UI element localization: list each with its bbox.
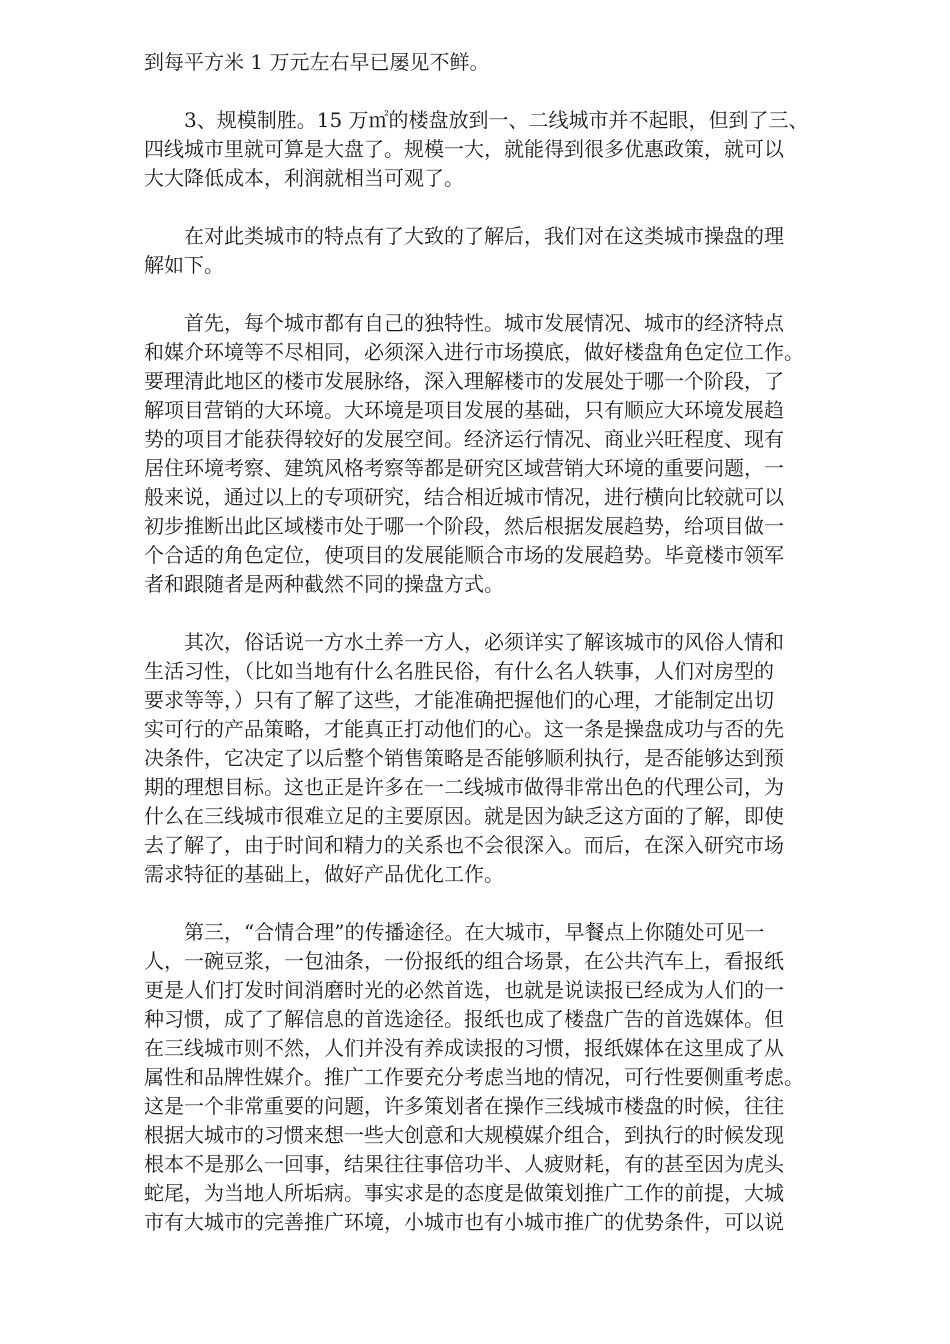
text-line: 第三，“合情合理”的传播途径。在大城市，早餐点上你随处可见一	[144, 920, 765, 944]
text-line: 要求等等，）只有了解了这些，才能准确把握他们的心理，才能制定出切	[144, 688, 774, 712]
text-line: 市有大城市的完善推广环境，小城市也有小城市推广的优势条件，可以说	[144, 1210, 784, 1234]
text-line: 更是人们打发时间消磨时光的必然首选，也就是说读报已经成为人们的一	[144, 978, 784, 1002]
text-line: 解如下。	[144, 253, 224, 277]
text-line: 势的项目才能获得较好的发展空间。经济运行情况、商业兴旺程度、现有	[144, 427, 784, 451]
text-line: 在三线城市则不然，人们并没有养成读报的习惯，报纸媒体在这里成了从	[144, 1036, 784, 1060]
text-line: 需求特征的基础上，做好产品优化工作。	[144, 862, 504, 886]
text-line: 人，一碗豆浆，一包油条，一份报纸的组合场景，在公共汽车上，看报纸	[144, 949, 784, 973]
text-line: 居住环境考察、建筑风格考察等都是研究区域营销大环境的重要问题，一	[144, 456, 784, 480]
paragraph-3	[144, 222, 864, 280]
text-line: 根据大城市的习惯来想一些大创意和大规模媒介组合，到执行的时候发现	[144, 1123, 784, 1147]
paragraph-6	[144, 918, 864, 1237]
text-line: 者和跟随者是两种截然不同的操盘方式。	[144, 572, 504, 596]
text-line: 四线城市里就可算是大盘了。规模一大，就能得到很多优惠政策，就可以	[144, 137, 784, 161]
text-line: 个合适的角色定位，使项目的发展能顺合市场的发展趋势。毕竟楼市领军	[144, 543, 784, 567]
text-line: 期的理想目标。这也正是许多在一二线城市做得非常出色的代理公司，为	[144, 775, 784, 799]
text-line: 生活习性，（比如当地有什么名胜民俗，有什么名人轶事，人们对房型的	[144, 659, 774, 683]
text-line: 蛇尾，为当地人所垢病。事实求是的态度是做策划推广工作的前提，大城	[144, 1181, 784, 1205]
text-line: 根本不是那么一回事，结果往往事倍功半、人疲财耗，有的甚至因为虎头	[144, 1152, 784, 1176]
text-line: 在对此类城市的特点有了大致的了解后，我们对在这类城市操盘的理	[144, 224, 784, 248]
text-line: 属性和品牌性媒介。推广工作要充分考虑当地的情况，可行性要侧重考虑。	[144, 1065, 804, 1089]
text-line: 解项目营销的大环境。大环境是项目发展的基础，只有顺应大环境发展趋	[144, 398, 784, 422]
text-line: 什么在三线城市很难立足的主要原因。就是因为缺乏这方面的了解，即使	[144, 804, 784, 828]
paragraph-1	[144, 48, 864, 77]
text-line: 要理清此地区的楼市发展脉络，深入理解楼市的发展处于哪一个阶段，了	[144, 369, 784, 393]
text-line: 实可行的产品策略，才能真正打动他们的心。这一条是操盘成功与否的先	[144, 717, 784, 741]
text-line: 种习惯，成了了解信息的首选途径。报纸也成了楼盘广告的首选媒体。但	[144, 1007, 784, 1031]
text-line: 3、规模制胜。15 万㎡的楼盘放到一、二线城市并不起眼，但到了三、	[144, 108, 809, 132]
text-line: 去了解了，由于时间和精力的关系也不会很深入。而后，在深入研究市场	[144, 833, 784, 857]
paragraph-5	[144, 628, 864, 889]
text-line: 其次，俗话说一方水土养一方人，必须详实了解该城市的风俗人情和	[144, 630, 784, 654]
text-line: 般来说，通过以上的专项研究，结合相近城市情况，进行横向比较就可以	[144, 485, 784, 509]
paragraph-4	[144, 309, 864, 599]
paragraph-2	[144, 106, 864, 193]
text-line: 和媒介环境等不尽相同，必须深入进行市场摸底，做好楼盘角色定位工作。	[144, 340, 804, 364]
text-line: 决条件，它决定了以后整个销售策略是否能够顺利执行，是否能够达到预	[144, 746, 784, 770]
text-line: 大大降低成本，利润就相当可观了。	[144, 166, 464, 190]
text-line: 到每平方米 1 万元左右早已屡见不鲜。	[144, 50, 490, 74]
text-line: 首先，每个城市都有自己的独特性。城市发展情况、城市的经济特点	[144, 311, 784, 335]
text-line: 初步推断出此区域楼市处于哪一个阶段，然后根据发展趋势，给项目做一	[144, 514, 784, 538]
text-line: 这是一个非常重要的问题，许多策划者在操作三线城市楼盘的时候，往往	[144, 1094, 784, 1118]
